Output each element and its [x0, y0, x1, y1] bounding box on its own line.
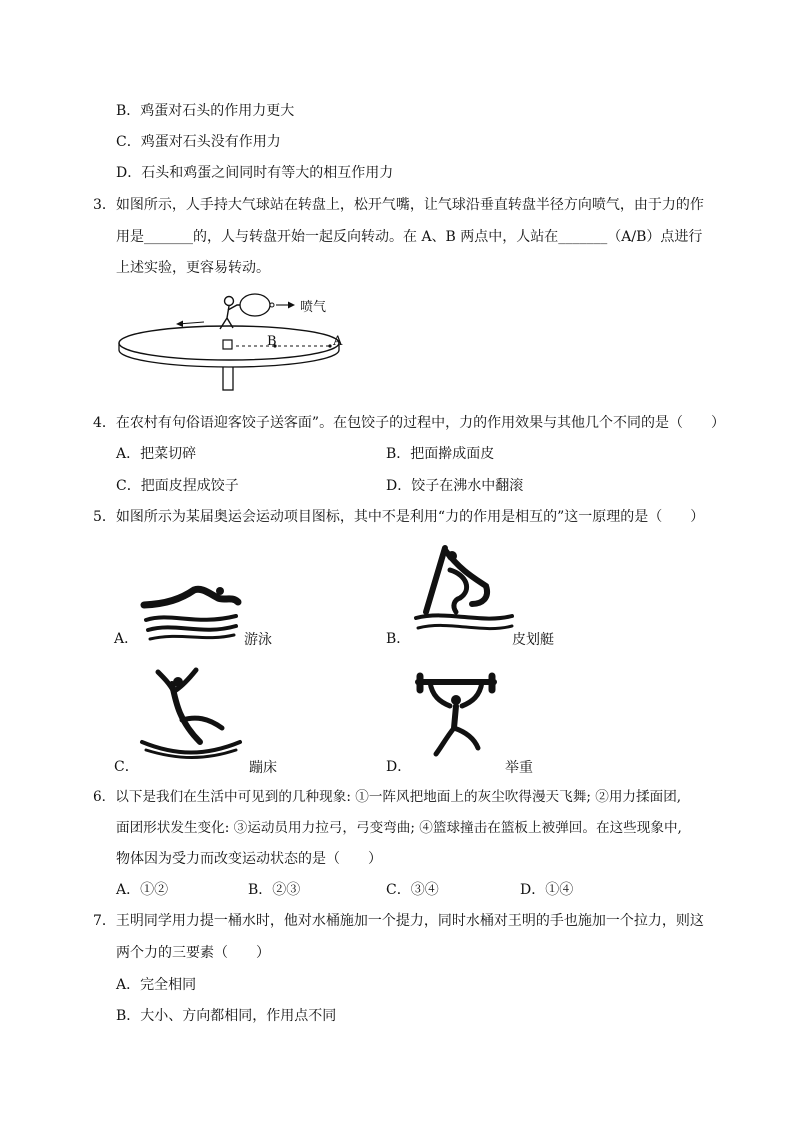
turntable-post [223, 364, 233, 390]
person-icon [220, 297, 242, 330]
q6-stem-line1: 6．以下是我们在生活中可见到的几种现象: ①一阵风把地面上的灰尘吹得漫天飞舞; ②用力揉面团, [93, 789, 682, 805]
q6-option-a: A．①② [116, 882, 169, 898]
q5-option-c-name: 蹦床 [249, 760, 277, 776]
q2-option-b: B．鸡蛋对石头的作用力更大 [116, 103, 295, 119]
q6-option-b: B．②③ [248, 882, 301, 898]
swimming-icon [136, 582, 246, 642]
trampoline-icon [136, 664, 246, 759]
fig-label-spray: 喷气 [300, 300, 327, 315]
q4-option-b: B．把面擀成面皮 [386, 446, 495, 462]
q5-option-a-letter: A． [114, 631, 139, 647]
fig-label-a: A [333, 334, 343, 349]
q4-stem: 4．在农村有句俗语迎客饺子送客面”。在包饺子的过程中，力的作用效果与其他几个不同的是（ ） [93, 415, 726, 431]
q4-option-a: A．把菜切碎 [116, 446, 197, 462]
q2-option-d: D．石头和鸡蛋之间同时有等大的相互作用力 [116, 165, 394, 181]
q5-option-d-name: 举重 [505, 760, 533, 776]
q7-option-b: B．大小、方向都相同，作用点不同 [116, 1008, 337, 1024]
q7-stem-line1: 7．王明同学用力提一桶水时，他对水桶施加一个提力，同时水桶对王明的手也施加一个拉力，则这 [93, 913, 704, 929]
q2-option-c: C．鸡蛋对石头没有作用力 [116, 134, 281, 150]
point-a-dot [328, 344, 331, 347]
q6-option-d: D．①④ [520, 882, 574, 898]
q5-option-c-letter: C． [114, 759, 139, 775]
q4-option-d: D．饺子在沸水中翻滚 [386, 478, 524, 494]
q4-option-c: C．把面皮捏成饺子 [116, 478, 239, 494]
q3-stem-line2: 用是_______的，人与转盘开始一起反向转动。在 A、B 两点中，人站在_______（A/B）点进行 [116, 229, 703, 245]
q5-option-d-letter: D． [386, 759, 412, 775]
q5-option-a-name: 游泳 [244, 632, 272, 648]
q7-stem-line2: 两个力的三要素（ ） [116, 945, 270, 961]
center-cylinder [223, 340, 232, 349]
rotation-arrowhead [176, 321, 183, 328]
canoe-icon [412, 540, 522, 640]
q3-stem-line3: 上述实验，更容易转动。 [116, 260, 270, 276]
q5-option-b-letter: B． [386, 631, 411, 647]
q6-stem-line3: 物体因为受力而改变运动状态的是（ ） [116, 851, 382, 867]
q7-option-a: A．完全相同 [116, 977, 197, 993]
fig-label-b: B [267, 334, 277, 349]
balloon-nozzle [270, 303, 274, 307]
q5-stem: 5．如图所示为某届奥运会运动项目图标，其中不是利用“力的作用是相互的”这一原理的是（ ） [93, 509, 705, 525]
spray-arrowhead [288, 302, 295, 309]
q3-stem-line1: 3．如图所示，人手持大气球站在转盘上，松开气嘴，让气球沿垂直转盘半径方向喷气，由于力的作 [93, 197, 704, 213]
weightlifting-icon [412, 668, 522, 763]
q5-option-b-name: 皮划艇 [512, 632, 554, 648]
q6-option-c: C．③④ [386, 882, 439, 898]
balloon-icon [240, 294, 270, 316]
q6-stem-line2: 面团形状发生变化: ③运动员用力拉弓，弓变弯曲; ④篮球撞击在篮板上被弹回。在这些现象中, [116, 820, 682, 836]
